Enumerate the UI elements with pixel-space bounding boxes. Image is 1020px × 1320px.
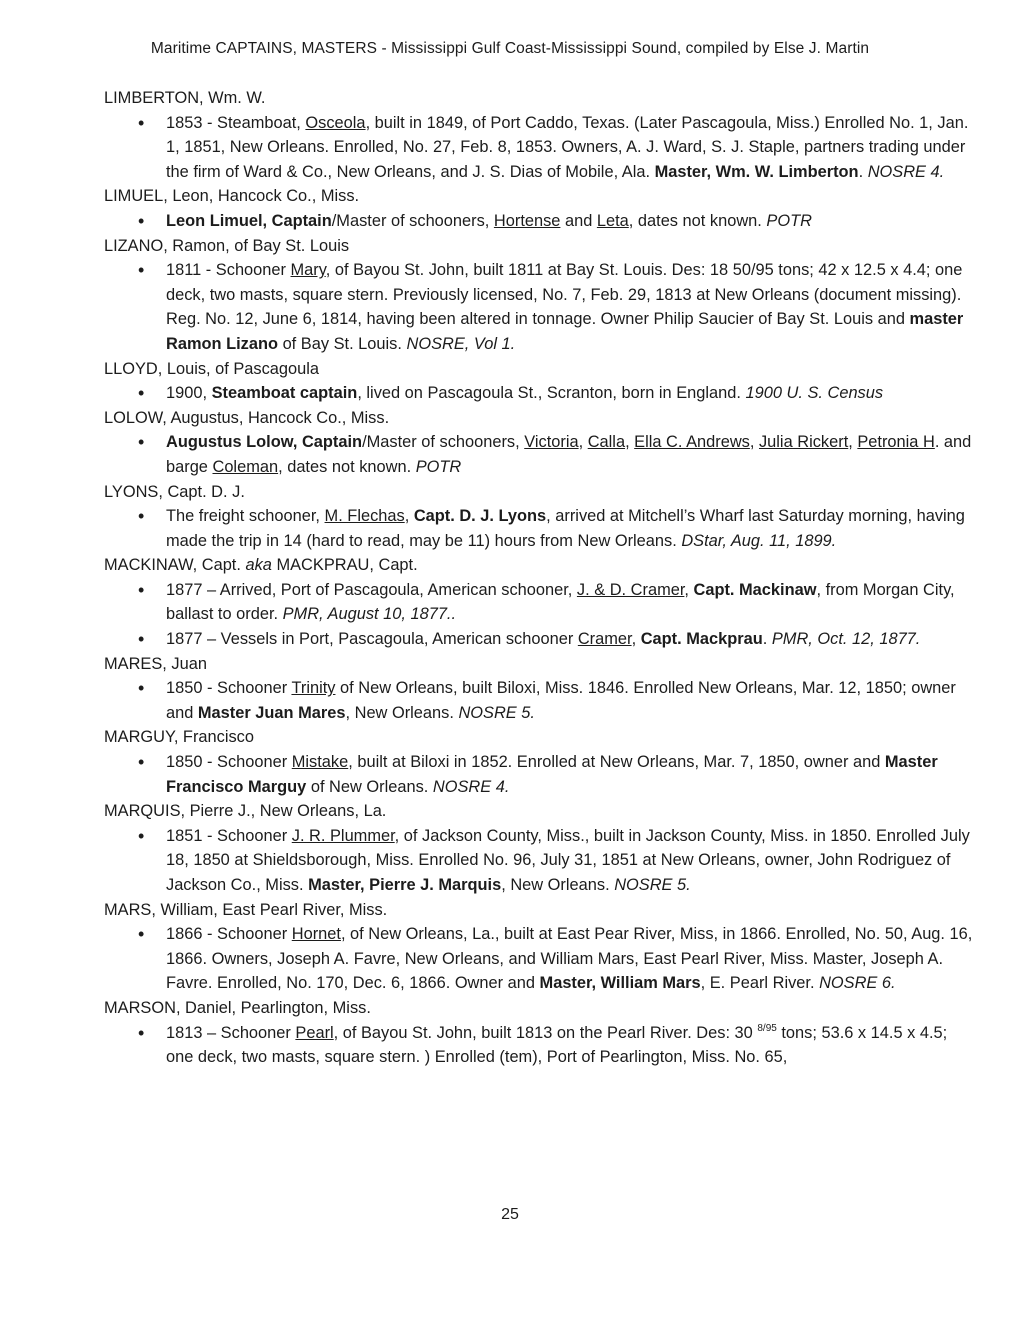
vessel-name: Cramer [577, 630, 632, 649]
entry-bullet-list [104, 1021, 974, 1070]
text-run: of New Orleans. [306, 777, 433, 796]
text-run: , arrived at Mitchell’s Wharf last Saturday morning, having made the trip in 14 (hard to read, may be 11) hours from New Orleans. [166, 507, 965, 550]
text-run: , of Bayou St. John, built 1813 on the Pearl River. Des: 30 [333, 1023, 758, 1042]
text-run: of Bay St. Louis. [278, 334, 407, 353]
text-run: POTR [415, 457, 462, 476]
vessel-name: Mistake [291, 753, 349, 772]
text-run: DStar, Aug. 11, 1899. [681, 531, 837, 550]
text-run: , dates not known. [278, 457, 416, 476]
vessel-name: Mary [290, 261, 326, 280]
text-run: Leon Limuel, Captain [166, 211, 332, 230]
text-run: 1851 - Schooner [166, 826, 292, 845]
text-run: Capt. D. J. Lyons [413, 507, 547, 526]
entry-bullet-list [104, 578, 974, 652]
text-run: Master Francisco Marguy [166, 753, 938, 796]
text-run: , from Morgan City, ballast to order. [166, 580, 955, 624]
entry-bullet-item [104, 824, 974, 898]
entry-name [104, 553, 974, 578]
vessel-name: Osceola [305, 113, 366, 132]
text-run: , of Bayou St. John, built 1811 at Bay St. Louis. Des: 18 50/95 tons; 42 x 12.5 x 4.4; one deck, two masts, square stern. Previously licensed, No. 7, Feb. 29, 1813 at New Orleans (document missing). Reg. No. 12, June 6, 1814, having been altered in tonnage. Owner Philip Saucier of Bay St. Louis and [166, 261, 963, 329]
text-run: Augustus Lolow, Captain [166, 433, 363, 452]
vessel-name: Ella C. Andrews [634, 433, 750, 452]
text-run: Master, William Mars [539, 974, 701, 993]
entry-bullet-list [104, 922, 974, 996]
text-run: , lived on Pascagoula St., Scranton, born in England. [357, 384, 746, 403]
text-run: , New Orleans. [345, 703, 459, 722]
entry-name: LIMUEL, Leon, Hancock Co., Miss. [104, 187, 360, 206]
entry-bullet-list [104, 430, 974, 479]
entry-bullet-list [104, 111, 974, 185]
text-run: 1850 - Schooner [166, 679, 292, 698]
text-run: , of Jackson County, Miss., built in Jackson County, Miss. in 1850. Enrolled July 18, 1850 at Shieldsborough, Miss. Enrolled No. 96, July 31, 1851 at New Orleans, owner, John Rodriguez of Jackson Co., Miss. [166, 826, 970, 894]
text-run: 1866 - Schooner [166, 925, 292, 944]
text-run: 1813 – Schooner [166, 1023, 296, 1042]
text-run: PMR, Oct. 12, 1877. [771, 630, 921, 649]
text-run: NOSRE 4. [867, 162, 945, 181]
vessel-name: M. Flechas [324, 507, 405, 526]
text-run: Master, Pierre J. Marquis [308, 876, 502, 894]
vessel-name: Hortense [493, 211, 561, 230]
text-run: , E. Pearl River. [700, 974, 820, 993]
text-run: , [684, 580, 694, 599]
text-run: MACKPRAU, Capt. [271, 556, 418, 575]
entry-name: LOLOW, Augustus, Hancock Co., Miss. [104, 408, 390, 427]
entry-bullet-list [104, 750, 974, 799]
entry-bullet-item [104, 111, 974, 185]
vessel-name: Trinity [291, 679, 336, 698]
text-run: 1900, [166, 384, 212, 403]
text-run: of New Orleans, built Biloxi, Miss. 1846. Enrolled New Orleans, Mar. 12, 1850; owner and [166, 679, 956, 722]
text-run: , [625, 433, 635, 452]
text-run: and [560, 211, 597, 230]
text-run: 1900 U. S. Census [745, 384, 884, 403]
text-run: NOSRE, Vol 1. [406, 334, 516, 353]
text-run: 1811 - Schooner [166, 261, 291, 280]
vessel-name: Calla [587, 433, 626, 452]
entry-name: LIMBERTON, Wm. W. [104, 89, 266, 107]
entry-bullet-item [104, 676, 974, 725]
entry-bullet-item [104, 381, 974, 406]
superscript-text: 8/95 [757, 1022, 777, 1034]
text-run: . [858, 162, 868, 181]
entry-name: MARS, William, East Pearl River, Miss. [104, 900, 388, 919]
text-run: , built at Biloxi in 1852. Enrolled at New Orleans, Mar. 7, 1850, owner and [348, 753, 885, 772]
text-run: , New Orleans. [501, 876, 615, 894]
entry-bullet-list [104, 209, 974, 234]
text-run: , dates not known. [628, 211, 767, 230]
text-run: 1853 - Steamboat, [166, 113, 306, 132]
text-run: MACKINAW, Capt. [104, 556, 246, 575]
vessel-name: Petronia H [857, 433, 935, 452]
entry-bullet-item [104, 1021, 974, 1070]
text-run: 1877 – Vessels in Port, Pascagoula, American schooner [166, 630, 578, 649]
vessel-name: Leta [596, 211, 629, 230]
text-run: /Master of schooners, [362, 433, 525, 452]
entry-name: MARES, Juan [104, 654, 207, 673]
text-run: NOSRE 6. [819, 974, 896, 993]
entry-name: MARQUIS, Pierre J., New Orleans, La. [104, 802, 387, 821]
text-run: NOSRE 5. [458, 703, 535, 722]
entry-bullet-list [104, 676, 974, 725]
text-run: . and barge [166, 433, 972, 476]
entry-bullet-item [104, 922, 974, 996]
text-run: , [631, 630, 641, 649]
text-run: , [848, 433, 858, 452]
page-header: Maritime CAPTAINS, MASTERS - Mississippi Gulf Coast-Mississippi Sound, compiled by Else J. Martin [150, 40, 870, 57]
entry-name: LIZANO, Ramon, of Bay St. Louis [104, 236, 350, 255]
vessel-name: Victoria [524, 433, 579, 452]
entry-bullet-item [104, 578, 974, 627]
entry-bullet-item [104, 209, 974, 234]
entry-bullet-list [104, 258, 974, 356]
text-run: , [749, 433, 759, 452]
entry-bullet-item [104, 627, 974, 652]
text-run: aka [245, 556, 272, 575]
text-run: NOSRE 5. [614, 876, 691, 894]
entry-bullet-item [104, 258, 974, 356]
vessel-name: Hornet [291, 925, 341, 944]
entry-name: LLOYD, Louis, of Pascagoula [104, 359, 320, 378]
text-run: master Ramon Lizano [166, 310, 964, 353]
entry-name: LYONS, Capt. D. J. [104, 482, 245, 501]
text-run: . [762, 630, 772, 649]
entry-bullet-list [104, 824, 974, 898]
vessel-name: Pearl [295, 1023, 334, 1042]
text-run: , built in 1849, of Port Caddo, Texas. (Later Pascagoula, Miss.) Enrolled No. 1, Jan. 1, 1851, New Orleans. Enrolled, No. 27, Feb. 8, 1853. Owners, A. J. Ward, S. J. Staple, partners trading under the firm of Ward & Co., New Orleans, and J. S. Dias of Mobile, Ala. [166, 113, 969, 181]
vessel-name: J. R. Plummer [291, 826, 395, 845]
text-run: 1877 – Arrived, Port of Pascagoula, American schooner, [166, 580, 577, 599]
text-run: Capt. Mackprau [640, 630, 763, 649]
entry-bullet-item [104, 750, 974, 799]
entry-name: MARGUY, Francisco [104, 728, 254, 747]
text-run: tons; 53.6 x 14.5 x 4.5; one deck, two masts, square stern. ) Enrolled (tem), Port of Pearlington, Miss. No. 65, [166, 1023, 948, 1067]
text-run: POTR [766, 211, 812, 230]
entry-bullet-list [104, 504, 974, 553]
entry-bullet-list [104, 381, 974, 406]
text-run: 1850 - Schooner [166, 753, 292, 772]
vessel-name: Coleman [212, 457, 279, 476]
vessel-name: Julia Rickert [758, 433, 849, 452]
text-run: The freight schooner, [166, 507, 325, 526]
entry-bullet-item [104, 430, 974, 479]
entry-bullet-item [104, 504, 974, 553]
document-body [104, 86, 974, 1070]
entry-name: MARSON, Daniel, Pearlington, Miss. [104, 998, 371, 1017]
vessel-name: J. & D. Cramer [576, 580, 685, 599]
text-run: /Master of schooners, [331, 211, 494, 230]
text-run: Capt. Mackinaw [693, 580, 817, 599]
text-run: Master, Wm. W. Limberton [654, 162, 859, 181]
text-run: Master Juan Mares [197, 703, 346, 722]
text-run: , [578, 433, 588, 452]
text-run: , [404, 507, 414, 526]
text-run: PMR, August 10, 1877.. [282, 605, 457, 624]
text-run: , of New Orleans, La., built at East Pear River, Miss, in 1866. Enrolled, No. 50, Aug. 16, 1866. Owners, Joseph A. Favre, New Orleans, and William Mars, East Pearl River, Miss. Master, Joseph A. Favre. Enrolled, No. 170, Dec. 6, 1866. Owner and [166, 925, 973, 993]
text-run: NOSRE 4. [432, 777, 510, 796]
text-run: Steamboat captain [211, 384, 358, 403]
page-number: 25 [501, 1206, 519, 1223]
